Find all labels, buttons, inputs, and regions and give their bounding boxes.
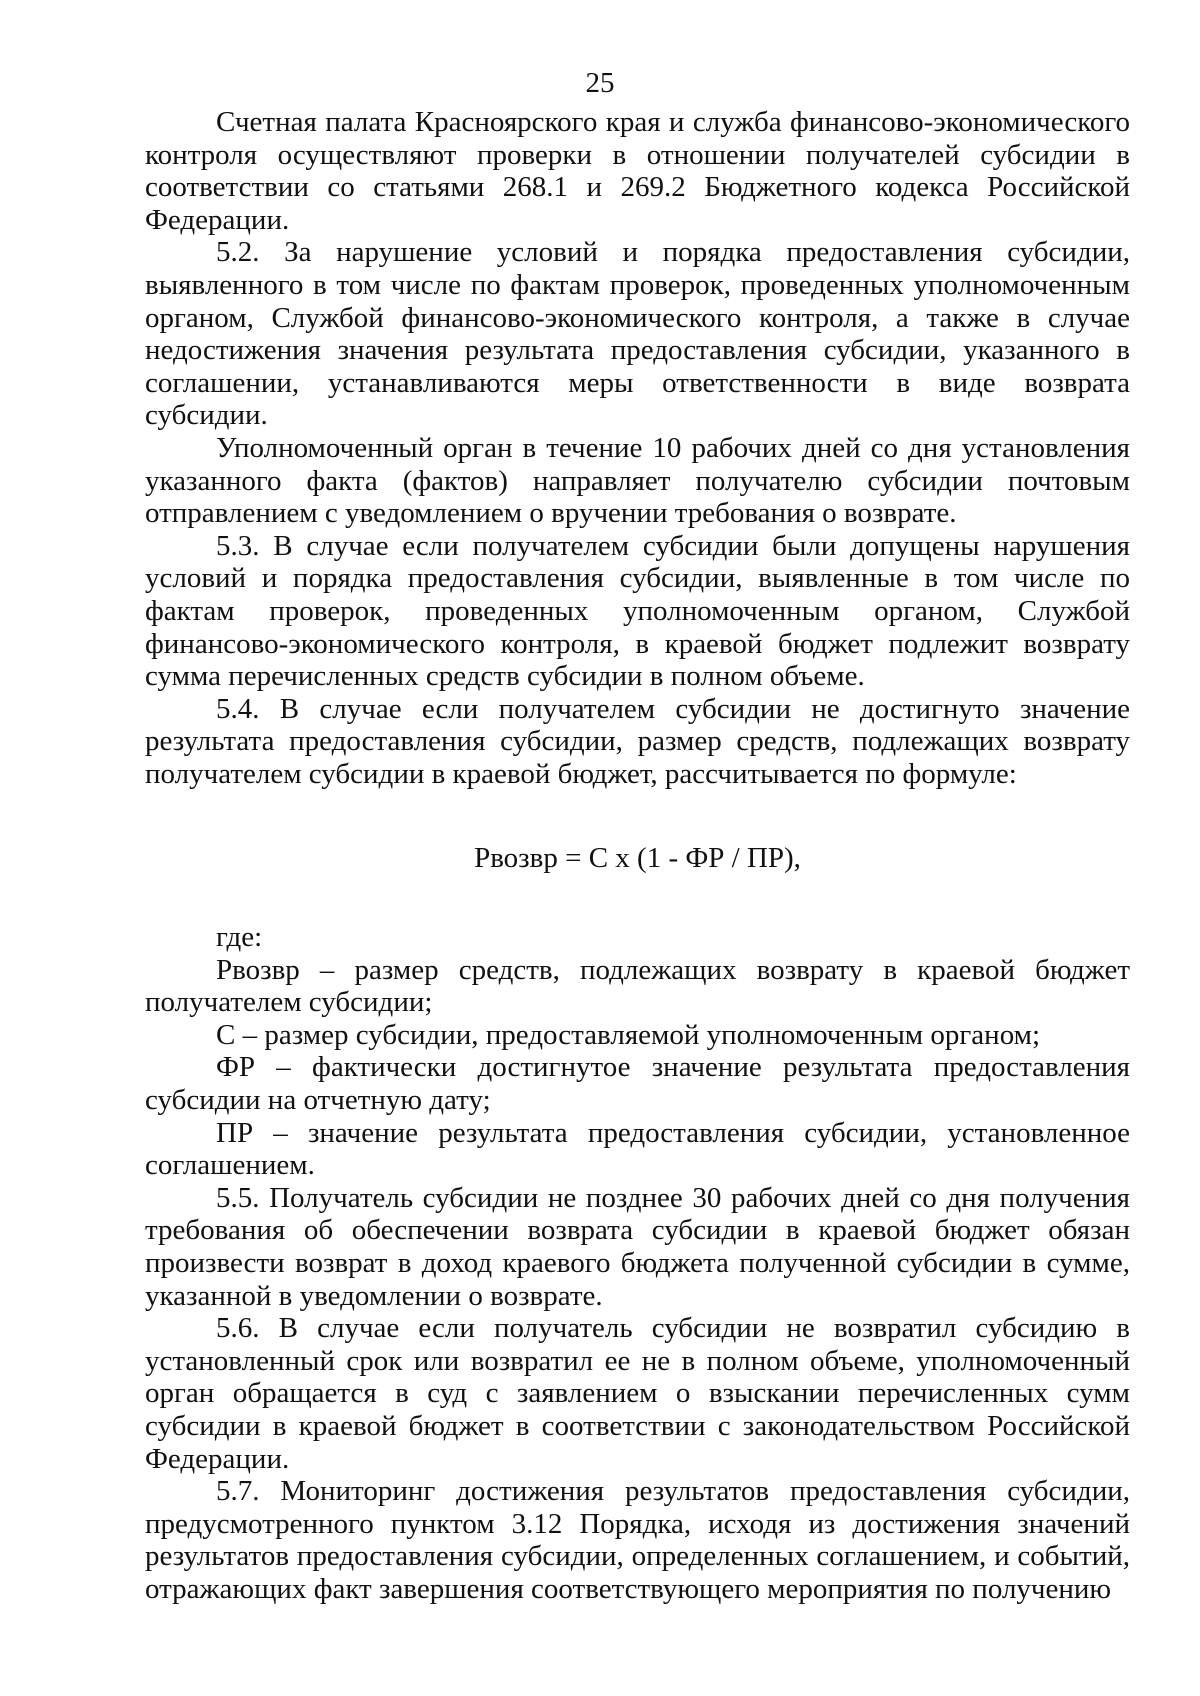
definition-rvozvr: Рвозвр – размер средств, подлежащих возврату в краевой бюджет получателем субсидии; <box>145 953 1130 1019</box>
paragraph-5-3: 5.3. В случае если получателем субсидии были допущены нарушения условий и порядка предоставления субсидии, выявленные в том числе по фактам проверок, проведенных уполномоченным органом, Службой финансово-экономического контроля, в краевой бюджет подлежит возврату сумма перечисленных средств субсидии в полном объеме. <box>145 529 1130 693</box>
paragraph-5-2: 5.2. За нарушение условий и порядка предоставления субсидии, выявленного в том числе по фактам проверок, проведенных уполномоченным органом, Службой финансово-экономического контроля, а также в случае недостижения значения результата предоставления субсидии, указанного в соглашении, устанавливаются меры ответственности в виде возврата субсидии. <box>145 236 1130 432</box>
page-number: 25 <box>585 67 615 99</box>
paragraph-audit-chamber: Счетная палата Красноярского края и служба финансово-экономического контроля осуществляют проверки в отношении получателей субсидии в соответствии со статьями 268.1 и 269.2 Бюджетного кодекса Российской Федерации. <box>145 106 1130 236</box>
paragraph-authorized-body-notice: Уполномоченный орган в течение 10 рабочих дней со дня установления указанного факта (фактов) направляет получателю субсидии почтовым отправлением с уведомлением о вручении требования о возврате. <box>145 431 1130 530</box>
paragraph-5-7: 5.7. Мониторинг достижения результатов предоставления субсидии, предусмотренного пунктом 3.12 Порядка, исходя из достижения значений результатов предоставления субсидии, определенных соглашением, и событий, отражающих факт завершения соответствующего мероприятия по получению <box>145 1475 1130 1605</box>
definition-pr: ПР – значение результата предоставления субсидии, установленное соглашением. <box>145 1116 1130 1182</box>
paragraph-5-5: 5.5. Получатель субсидии не позднее 30 рабочих дней со дня получения требования об обеспечении возврата субсидии в краевой бюджет обязан произвести возврат в доход краевого бюджета полученной субсидии в сумме, указанной в уведомлении о возврате. <box>145 1181 1130 1312</box>
paragraph-5-4: 5.4. В случае если получателем субсидии не достигнуто значение результата предоставления субсидии, размер средств, подлежащих возврату получателем субсидии в краевой бюджет, рассчитывается по формуле: <box>145 692 1130 790</box>
where-label: где: <box>216 921 263 954</box>
refund-formula: Рвозвр = С х (1 - ФР / ПР), <box>474 842 801 875</box>
definition-s: С – размер субсидии, предоставляемой уполномоченным органом; <box>216 1018 1041 1051</box>
definition-fr: ФР – фактически достигнутое значение результата предоставления субсидии на отчетную дату; <box>145 1051 1130 1117</box>
document-body <box>145 106 1130 1606</box>
paragraph-5-6: 5.6. В случае если получатель субсидии не возвратил субсидию в установленный срок или возвратил ее не в полном объеме, уполномоченный орган обращается в суд с заявлением о взыскании перечисленных сумм субсидии в краевой бюджет в соответствии с законодательством Российской Федерации. <box>145 1312 1130 1475</box>
